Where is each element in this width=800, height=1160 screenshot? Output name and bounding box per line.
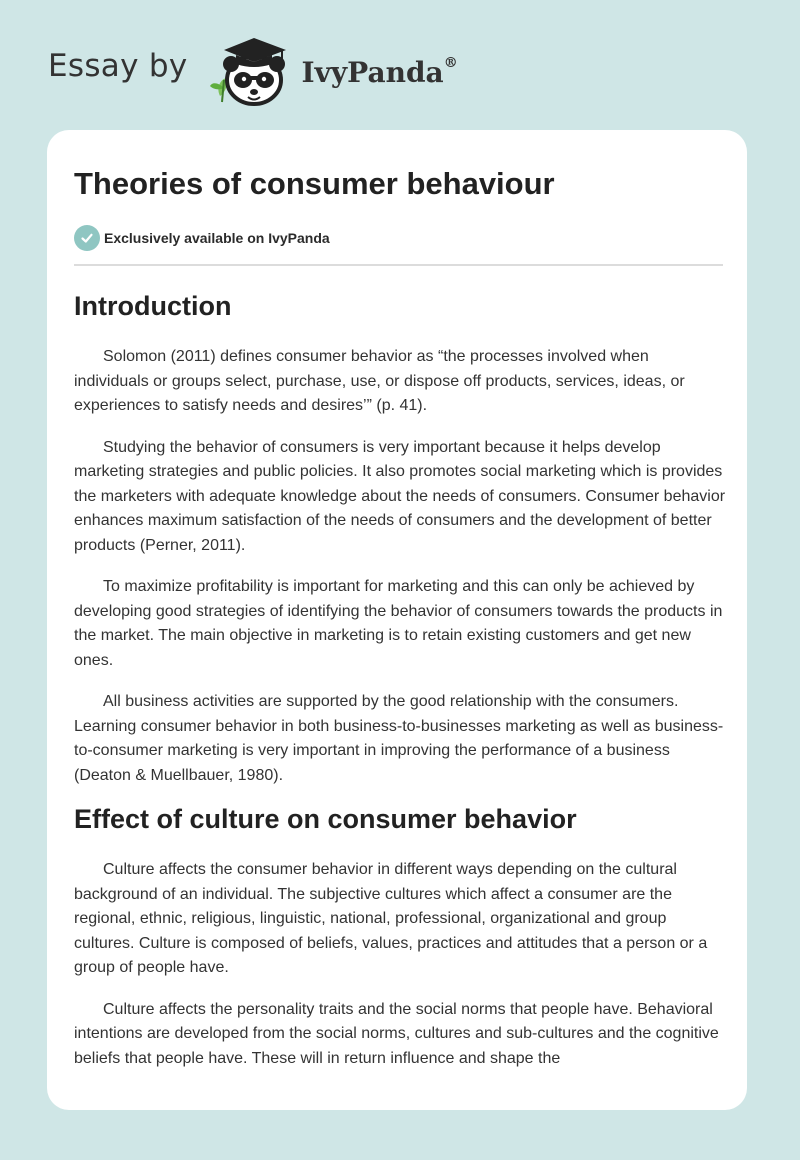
section-heading: Introduction	[74, 291, 232, 321]
section-culture	[74, 801, 721, 1071]
exclusive-badge	[74, 224, 721, 252]
exclusive-label: Exclusively available on IvyPanda	[104, 230, 330, 246]
section-heading: Effect of culture on consumer behavior	[74, 804, 577, 834]
essay-card	[47, 130, 747, 1110]
paragraph: Studying the behavior of consumers is very important because it helps develop marketing strategies and public policies. It also promotes social marketing which is provides the marketers with adequate knowledge about the needs of consumers. Consumer behavior enhances maximum satisfaction of the needs of consumers and the development of better products (Perner, 2011).	[74, 438, 726, 554]
paragraph: Solomon (2011) defines consumer behavior as “the processes involved when individuals or groups select, purchase, use, or dispose off products, services, ideas, or experiences to satisfy needs and desires’” (p. 41).	[74, 348, 685, 414]
panda-graduate-icon[interactable]	[206, 30, 296, 110]
check-circle-icon	[74, 225, 100, 251]
paragraph: Culture affects the consumer behavior in different ways depending on the cultural background of an individual. The subjective cultures which affect a consumer are the regional, ethnic, religious, linguistic, national, professional, organizational and group cultures. Culture is composed of beliefs, values, practices and attitudes that a person or a group of people have.	[74, 861, 708, 976]
brand-name[interactable]	[302, 56, 458, 89]
divider	[74, 264, 723, 266]
site-header	[48, 30, 458, 110]
registered-mark: ®	[443, 55, 458, 72]
leaf-icon	[210, 78, 227, 102]
essay-by-label: Essay by	[48, 48, 188, 84]
paragraph: To maximize profitability is important for marketing and this can only be achieved by developing good strategies of identifying the behavior of consumers towards the products in the market. The main objective in marketing is to retain existing customers and get new ones.	[74, 578, 723, 669]
essay-title: Theories of consumer behaviour	[74, 166, 555, 201]
paragraph: All business activities are supported by the good relationship with the consumers. Learning consumer behavior in both business-to-businesses marketing as well as business-to-consumer marketing is very important in improving the performance of a business (Deaton & Muellbauer, 1980).	[74, 693, 724, 784]
brand-text: IvyPanda	[301, 55, 444, 89]
section-introduction	[74, 288, 726, 788]
paragraph: Culture affects the personality traits and the social norms that people have. Behavioral intentions are developed from the social norms, cultures and sub-cultures and the cognitive beliefs that people have. These will in return influence and shape the	[74, 1000, 719, 1067]
